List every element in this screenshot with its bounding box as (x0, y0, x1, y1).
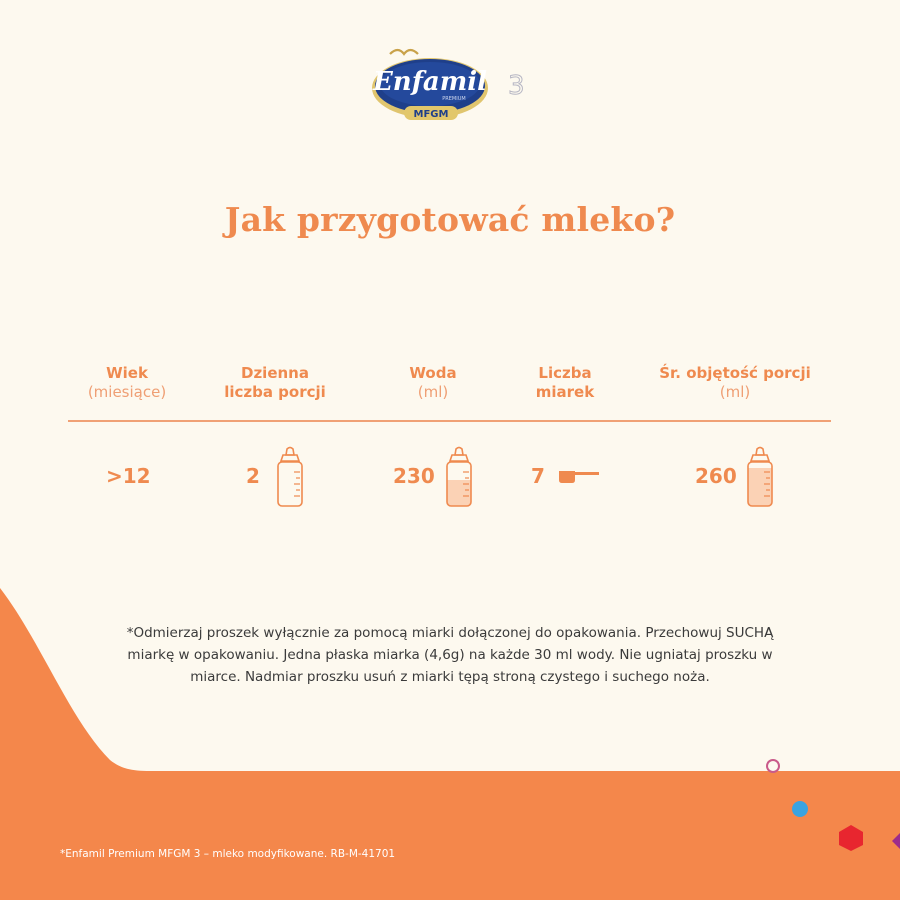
age-value: >12 (106, 464, 151, 488)
column-header-scoops (510, 364, 620, 402)
column-header-label-line2: miarek (535, 383, 595, 401)
table-divider (68, 420, 831, 422)
water-value: 230 (393, 464, 435, 488)
scoop-icon (557, 466, 601, 484)
preparation-note: *Odmierzaj proszek wyłącznie za pomocą miarki dołączonej do opakowania. Przechowuj SUCHĄ miarkę w opakowaniu. Jedna płaska miarka (4,6g) na każde 30 ml wody. Nie ugniataj proszku w miarce. Nadmiar proszku usuń z miarki tępą stroną czystego i suchego noża. (126, 625, 774, 685)
scoops-value: 7 (531, 464, 545, 488)
column-header-unit: (ml) (417, 383, 449, 401)
footer-disclaimer: *Enfamil Premium MFGM 3 – mleko modyfikowane. RB-M-41701 (60, 848, 396, 860)
column-header-label: Liczba (538, 364, 592, 382)
logo-badge-text: MFGM (413, 109, 449, 120)
column-header-label: Woda (409, 364, 457, 382)
decorative-ring-icon (764, 757, 782, 775)
page-title: Jak przygotować mleko? (224, 200, 676, 239)
decorative-blue-dot-icon (790, 799, 810, 819)
column-header-water (378, 364, 488, 402)
column-header-label: Śr. objętość porcji (659, 364, 811, 382)
column-header-unit: (miesiące) (87, 383, 167, 401)
portions-value: 2 (246, 464, 260, 488)
enfamil-logo (368, 44, 534, 126)
bottle-empty-icon (274, 446, 306, 508)
column-header-label: Dzienna (241, 364, 309, 382)
decorative-purple-shape-icon (888, 832, 900, 850)
logo-stage-number: 3 (508, 71, 525, 101)
bottle-full-icon (744, 446, 776, 508)
bottle-half-icon (443, 446, 475, 508)
column-header-label-line2: liczba porcji (224, 383, 326, 401)
column-header-daily-portions (205, 364, 345, 402)
column-header-label: Wiek (106, 364, 148, 382)
logo-brand-text: Enfamil (372, 67, 488, 97)
avg-volume-value: 260 (695, 464, 737, 488)
column-header-unit: (ml) (719, 383, 751, 401)
decorative-red-hexagon-icon (837, 824, 865, 852)
column-header-avg-volume (640, 364, 830, 402)
logo-sub-text: PREMIUM (442, 96, 466, 102)
column-header-age (62, 364, 192, 402)
